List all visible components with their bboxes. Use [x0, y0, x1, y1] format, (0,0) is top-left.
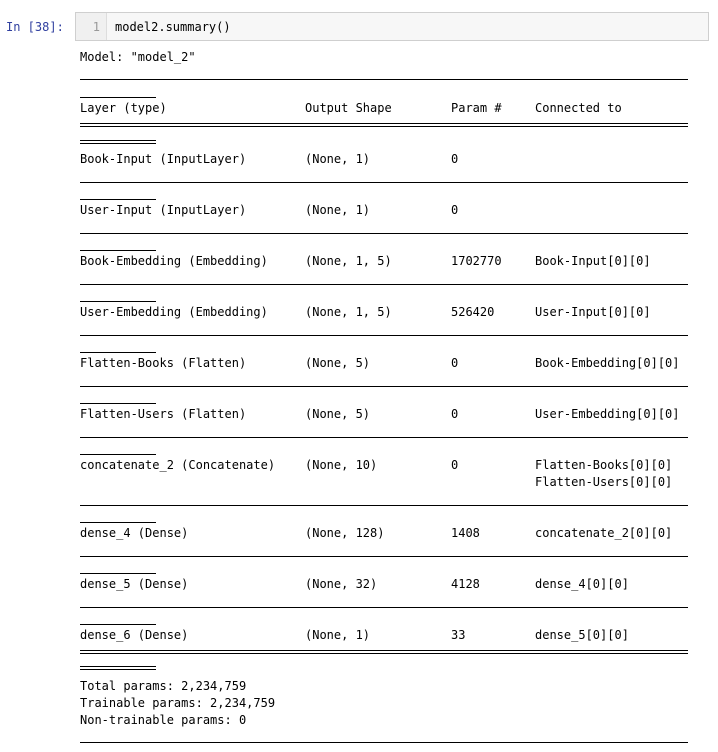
row-connected: concatenate_2[0][0] — [535, 526, 673, 540]
double-separator-short — [80, 140, 156, 144]
row-layer: User-Embedding (Embedding) — [80, 305, 268, 319]
row-param: 0 — [451, 152, 459, 166]
row-connected: Flatten-Books[0][0] — [535, 458, 673, 472]
row-param: 4128 — [451, 577, 480, 591]
row-shape: (None, 5) — [305, 407, 371, 421]
separator-line — [80, 335, 688, 336]
separator-short — [80, 454, 156, 455]
row-layer: User-Input (InputLayer) — [80, 203, 247, 217]
row-shape: (None, 5) — [305, 356, 371, 370]
row-connected: Book-Embedding[0][0] — [535, 356, 680, 370]
separator-line — [80, 386, 688, 387]
separator-short — [80, 573, 156, 574]
code-cell[interactable] — [75, 12, 709, 41]
row-layer: Flatten-Books (Flatten) — [80, 356, 247, 370]
cell-prompt: In [38]: — [6, 20, 64, 34]
row-layer: Book-Input (InputLayer) — [80, 152, 247, 166]
row-param: 1702770 — [451, 254, 502, 268]
row-connected: dense_4[0][0] — [535, 577, 629, 591]
double-separator — [80, 123, 688, 127]
row-layer: dense_6 (Dense) — [80, 628, 189, 642]
row-connected: User-Embedding[0][0] — [535, 407, 680, 421]
separator-short — [80, 301, 156, 302]
row-shape: (None, 1, 5) — [305, 305, 392, 319]
row-shape: (None, 1, 5) — [305, 254, 392, 268]
separator-line — [80, 742, 688, 743]
row-layer: dense_4 (Dense) — [80, 526, 189, 540]
non-trainable-params: Non-trainable params: 0 — [80, 713, 247, 727]
row-param: 0 — [451, 458, 459, 472]
separator-line — [80, 182, 688, 183]
row-connected: dense_5[0][0] — [535, 628, 629, 642]
row-layer: Book-Embedding (Embedding) — [80, 254, 268, 268]
trainable-params: Trainable params: 2,234,759 — [80, 696, 276, 710]
line-gutter — [76, 13, 107, 40]
separator-short — [80, 97, 156, 98]
row-param: 33 — [451, 628, 466, 642]
header-layer: Layer (type) — [80, 101, 167, 115]
separator-line — [80, 437, 688, 438]
separator-line — [80, 607, 688, 608]
row-connected: Book-Input[0][0] — [535, 254, 651, 268]
line-number: 1 — [92, 20, 100, 34]
header-output-shape: Output Shape — [305, 101, 392, 115]
row-param: 526420 — [451, 305, 495, 319]
separator-short — [80, 403, 156, 404]
separator-short — [80, 624, 156, 625]
double-separator — [80, 650, 688, 654]
separator-short — [80, 250, 156, 251]
header-connected: Connected to — [535, 101, 622, 115]
separator-short — [80, 352, 156, 353]
row-param: 0 — [451, 203, 459, 217]
model-name-line: Model: "model_2" — [80, 50, 196, 64]
row-shape: (None, 1) — [305, 152, 371, 166]
row-param: 0 — [451, 356, 459, 370]
separator-line — [80, 284, 688, 285]
separator-short — [80, 522, 156, 523]
total-params: Total params: 2,234,759 — [80, 679, 247, 693]
row-connected-second: Flatten-Users[0][0] — [535, 475, 673, 489]
code-text[interactable]: model2.summary() — [115, 20, 231, 34]
row-connected: User-Input[0][0] — [535, 305, 651, 319]
row-shape: (None, 10) — [305, 458, 378, 472]
row-shape: (None, 1) — [305, 628, 371, 642]
row-param: 1408 — [451, 526, 480, 540]
row-shape: (None, 128) — [305, 526, 385, 540]
row-layer: dense_5 (Dense) — [80, 577, 189, 591]
row-shape: (None, 1) — [305, 203, 371, 217]
row-param: 0 — [451, 407, 459, 421]
row-layer: Flatten-Users (Flatten) — [80, 407, 247, 421]
row-shape: (None, 32) — [305, 577, 378, 591]
separator-line — [80, 233, 688, 234]
double-separator-short — [80, 666, 156, 670]
separator-line — [80, 556, 688, 557]
separator-line — [80, 79, 688, 80]
separator-short — [80, 199, 156, 200]
header-param: Param # — [451, 101, 502, 115]
separator-line — [80, 505, 688, 506]
row-layer: concatenate_2 (Concatenate) — [80, 458, 276, 472]
